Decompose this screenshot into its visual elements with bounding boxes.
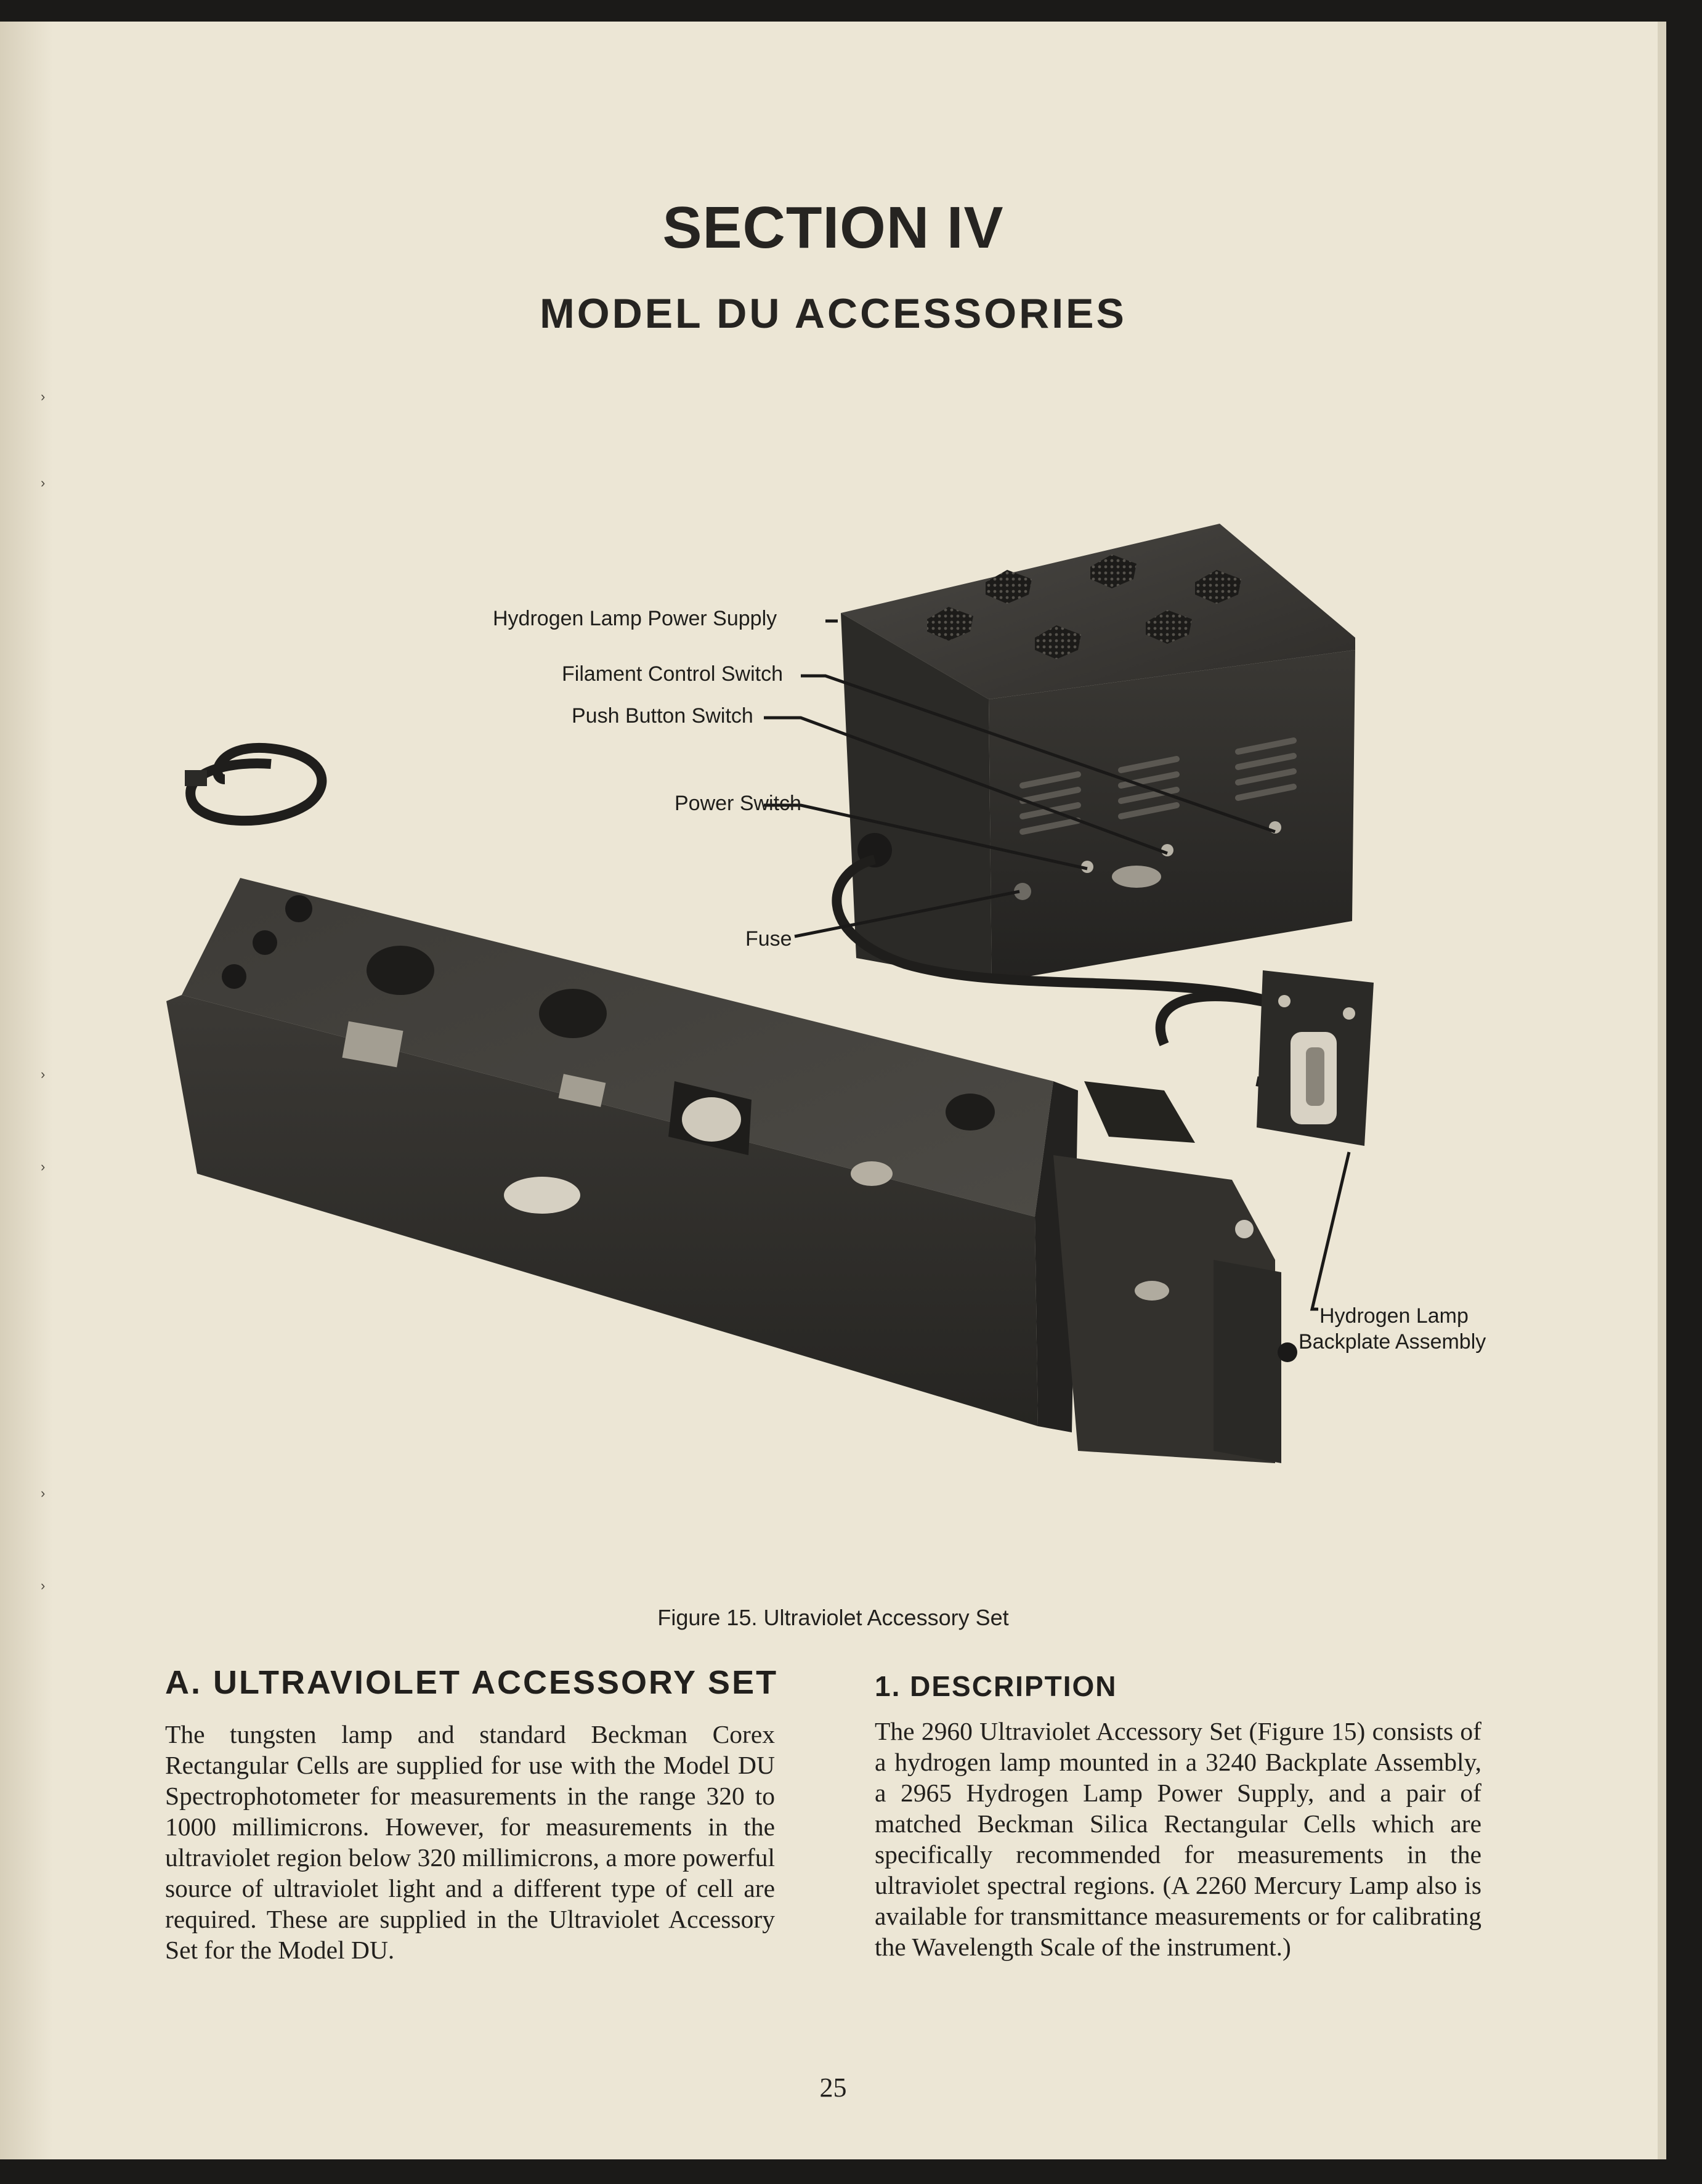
description-heading: 1. DESCRIPTION — [875, 1670, 1117, 1702]
margin-mark: › — [41, 389, 46, 404]
label-fuse: Fuse — [745, 927, 792, 951]
margin-mark: › — [41, 1485, 46, 1501]
power-supply-box — [841, 524, 1355, 983]
margin-mark: › — [41, 1159, 46, 1174]
document-page — [0, 22, 1666, 2159]
section-title: SECTION IV — [662, 195, 1004, 261]
section-a-heading: A. ULTRAVIOLET ACCESSORY SET — [165, 1664, 779, 1701]
section-a-body: The tungsten lamp and standard Beckman Corex Rectangular Cells are supplied for use with the Model DU Spectrophotometer for measurements in the range 320 to 1000 millimicrons. However, for measurements in the ultraviolet region below 320 millimicrons, a more powerful source of ultraviolet light and a different type of cell are required. These are supplied in the Ultraviolet Accessory Set for the Model DU. — [165, 1720, 775, 1964]
binding-shadow — [0, 22, 53, 2159]
label-push-button: Push Button Switch — [572, 704, 753, 728]
margin-mark: › — [41, 1066, 46, 1082]
label-backplate-line2: Backplate Assembly — [1299, 1330, 1486, 1354]
margin-mark: › — [41, 1578, 46, 1593]
label-backplate-line1: Hydrogen Lamp — [1319, 1304, 1469, 1328]
label-filament-switch: Filament Control Switch — [562, 662, 784, 686]
section-subtitle: MODEL DU ACCESSORIES — [540, 290, 1127, 337]
hydrogen-lamp-backplate — [1257, 970, 1374, 1146]
label-power-switch: Power Switch — [675, 792, 801, 815]
label-power-supply: Hydrogen Lamp Power Supply — [493, 607, 777, 630]
accessory-set-photo — [148, 490, 1540, 1537]
plug — [185, 770, 207, 786]
figure-caption: Figure 15. Ultraviolet Accessory Set — [657, 1605, 1009, 1630]
description-body: The 2960 Ultraviolet Accessory Set (Figure 15) consists of a hydrogen lamp mounted in a 3240 Backplate Assembly, a 2965 Hydrogen Lamp Power Supply, and a pair of matched Beckman Silica Rectangular Cells which are specifically recommended for measurements in the ultraviolet spectral regions. (A 2260 Mercury Lamp also is available for transmittance measurements or for calibrating the Wavelength Scale of the instrument.) — [875, 1717, 1481, 1961]
margin-mark: › — [41, 475, 46, 490]
page-number: 25 — [819, 2072, 847, 2103]
lamp-housing — [1053, 1081, 1297, 1463]
